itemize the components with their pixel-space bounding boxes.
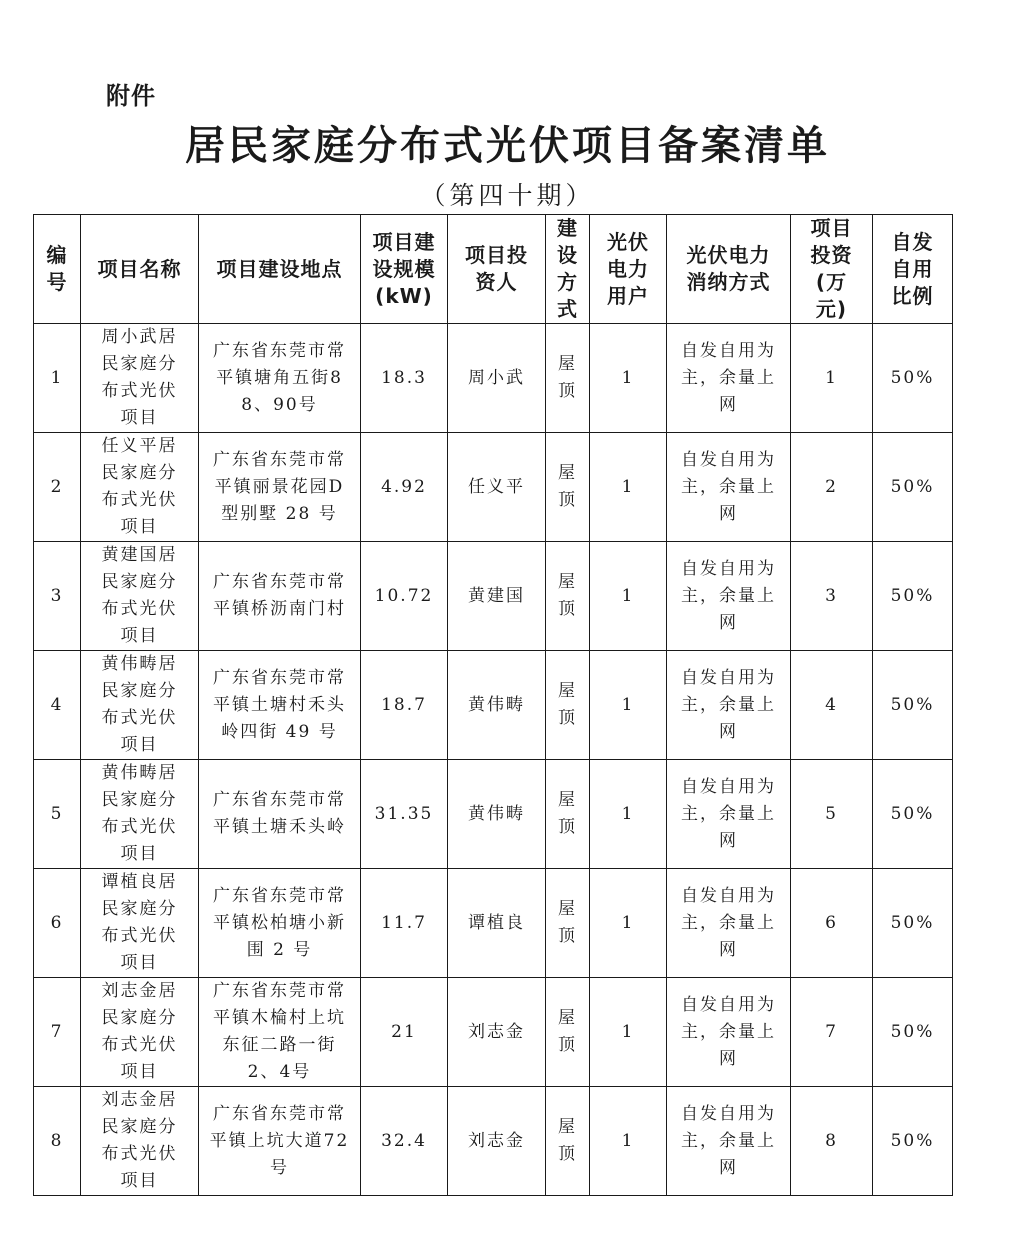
cell-consumption: 自发自用为主，余量上网 — [667, 651, 791, 760]
cell-scale: 10.72 — [361, 542, 448, 651]
cell-investment: 5 — [791, 760, 873, 869]
cell-project-name: 黄伟畴居民家庭分布式光伏项目 — [81, 651, 199, 760]
cell-number: 6 — [34, 869, 81, 978]
cell-self-use-ratio: 50% — [873, 869, 953, 978]
header-consumption: 光伏电力消纳方式 — [667, 215, 791, 324]
cell-scale: 18.3 — [361, 324, 448, 433]
cell-investment: 6 — [791, 869, 873, 978]
record-table — [33, 214, 953, 1196]
document-subtitle: （第四十期） — [420, 181, 595, 210]
cell-consumption: 自发自用为主，余量上网 — [667, 324, 791, 433]
cell-power-users: 1 — [590, 1087, 667, 1196]
cell-number: 2 — [34, 433, 81, 542]
table-row — [34, 542, 953, 651]
cell-location: 广东省东莞市常平镇桥沥南门村 — [199, 542, 361, 651]
cell-power-users: 1 — [590, 760, 667, 869]
cell-investment: 3 — [791, 542, 873, 651]
cell-power-users: 1 — [590, 978, 667, 1087]
cell-number: 1 — [34, 324, 81, 433]
cell-method: 屋顶 — [546, 869, 590, 978]
cell-project-name: 任义平居民家庭分布式光伏项目 — [81, 433, 199, 542]
cell-consumption: 自发自用为主，余量上网 — [667, 978, 791, 1087]
cell-investor: 黄伟畴 — [448, 760, 546, 869]
header-project-name: 项目名称 — [81, 215, 199, 324]
table-row — [34, 978, 953, 1087]
cell-self-use-ratio: 50% — [873, 1087, 953, 1196]
cell-scale: 31.35 — [361, 760, 448, 869]
cell-scale: 32.4 — [361, 1087, 448, 1196]
cell-self-use-ratio: 50% — [873, 433, 953, 542]
cell-method: 屋顶 — [546, 651, 590, 760]
cell-investor: 黄伟畴 — [448, 651, 546, 760]
cell-power-users: 1 — [590, 433, 667, 542]
cell-number: 5 — [34, 760, 81, 869]
header-investor: 项目投资人 — [448, 215, 546, 324]
table-row — [34, 1087, 953, 1196]
cell-scale: 18.7 — [361, 651, 448, 760]
cell-project-name: 谭植良居民家庭分布式光伏项目 — [81, 869, 199, 978]
cell-investment: 7 — [791, 978, 873, 1087]
cell-power-users: 1 — [590, 869, 667, 978]
cell-location: 广东省东莞市常平镇松柏塘小新围 2 号 — [199, 869, 361, 978]
cell-location: 广东省东莞市常平镇土塘村禾头岭四街 49 号 — [199, 651, 361, 760]
cell-location: 广东省东莞市常平镇丽景花园D型别墅 28 号 — [199, 433, 361, 542]
cell-investment: 1 — [791, 324, 873, 433]
cell-investor: 谭植良 — [448, 869, 546, 978]
cell-project-name: 刘志金居民家庭分布式光伏项目 — [81, 1087, 199, 1196]
cell-location: 广东省东莞市常平镇土塘禾头岭 — [199, 760, 361, 869]
cell-consumption: 自发自用为主，余量上网 — [667, 542, 791, 651]
cell-investor: 周小武 — [448, 324, 546, 433]
cell-consumption: 自发自用为主，余量上网 — [667, 1087, 791, 1196]
header-self-use-ratio: 自发自用比例 — [873, 215, 953, 324]
cell-number: 4 — [34, 651, 81, 760]
cell-project-name: 黄伟畴居民家庭分布式光伏项目 — [81, 760, 199, 869]
attachment-label: 附件 — [106, 82, 156, 110]
cell-scale: 4.92 — [361, 433, 448, 542]
cell-investor: 任义平 — [448, 433, 546, 542]
cell-method: 屋顶 — [546, 324, 590, 433]
table-row — [34, 324, 953, 433]
cell-project-name: 刘志金居民家庭分布式光伏项目 — [81, 978, 199, 1087]
cell-number: 8 — [34, 1087, 81, 1196]
cell-investor: 黄建国 — [448, 542, 546, 651]
cell-self-use-ratio: 50% — [873, 651, 953, 760]
header-power-users: 光伏电力用户 — [590, 215, 667, 324]
cell-location: 广东省东莞市常平镇上坑大道72 号 — [199, 1087, 361, 1196]
cell-investment: 8 — [791, 1087, 873, 1196]
table-row — [34, 651, 953, 760]
cell-consumption: 自发自用为主，余量上网 — [667, 760, 791, 869]
cell-method: 屋顶 — [546, 433, 590, 542]
cell-consumption: 自发自用为主，余量上网 — [667, 869, 791, 978]
cell-self-use-ratio: 50% — [873, 760, 953, 869]
header-method: 建设方式 — [546, 215, 590, 324]
header-location: 项目建设地点 — [199, 215, 361, 324]
cell-power-users: 1 — [590, 542, 667, 651]
document-title: 居民家庭分布式光伏项目备案清单 — [185, 122, 830, 169]
cell-location: 广东省东莞市常平镇塘角五街88、90号 — [199, 324, 361, 433]
cell-location: 广东省东莞市常平镇木棆村上坑东征二路一街2、4号 — [199, 978, 361, 1087]
cell-number: 3 — [34, 542, 81, 651]
cell-method: 屋顶 — [546, 978, 590, 1087]
cell-method: 屋顶 — [546, 760, 590, 869]
cell-method: 屋顶 — [546, 542, 590, 651]
table-header-row — [34, 215, 953, 324]
header-number: 编号 — [34, 215, 81, 324]
cell-method: 屋顶 — [546, 1087, 590, 1196]
cell-self-use-ratio: 50% — [873, 542, 953, 651]
cell-self-use-ratio: 50% — [873, 324, 953, 433]
cell-project-name: 周小武居民家庭分布式光伏项目 — [81, 324, 199, 433]
table-row — [34, 760, 953, 869]
cell-investment: 4 — [791, 651, 873, 760]
cell-self-use-ratio: 50% — [873, 978, 953, 1087]
cell-scale: 21 — [361, 978, 448, 1087]
cell-investor: 刘志金 — [448, 1087, 546, 1196]
cell-investment: 2 — [791, 433, 873, 542]
cell-project-name: 黄建国居民家庭分布式光伏项目 — [81, 542, 199, 651]
cell-consumption: 自发自用为主，余量上网 — [667, 433, 791, 542]
header-investment: 项目投资(万元) — [791, 215, 873, 324]
cell-investor: 刘志金 — [448, 978, 546, 1087]
cell-number: 7 — [34, 978, 81, 1087]
cell-power-users: 1 — [590, 324, 667, 433]
cell-power-users: 1 — [590, 651, 667, 760]
table-row — [34, 869, 953, 978]
cell-scale: 11.7 — [361, 869, 448, 978]
table-row — [34, 433, 953, 542]
header-scale: 项目建设规模(kW) — [361, 215, 448, 324]
